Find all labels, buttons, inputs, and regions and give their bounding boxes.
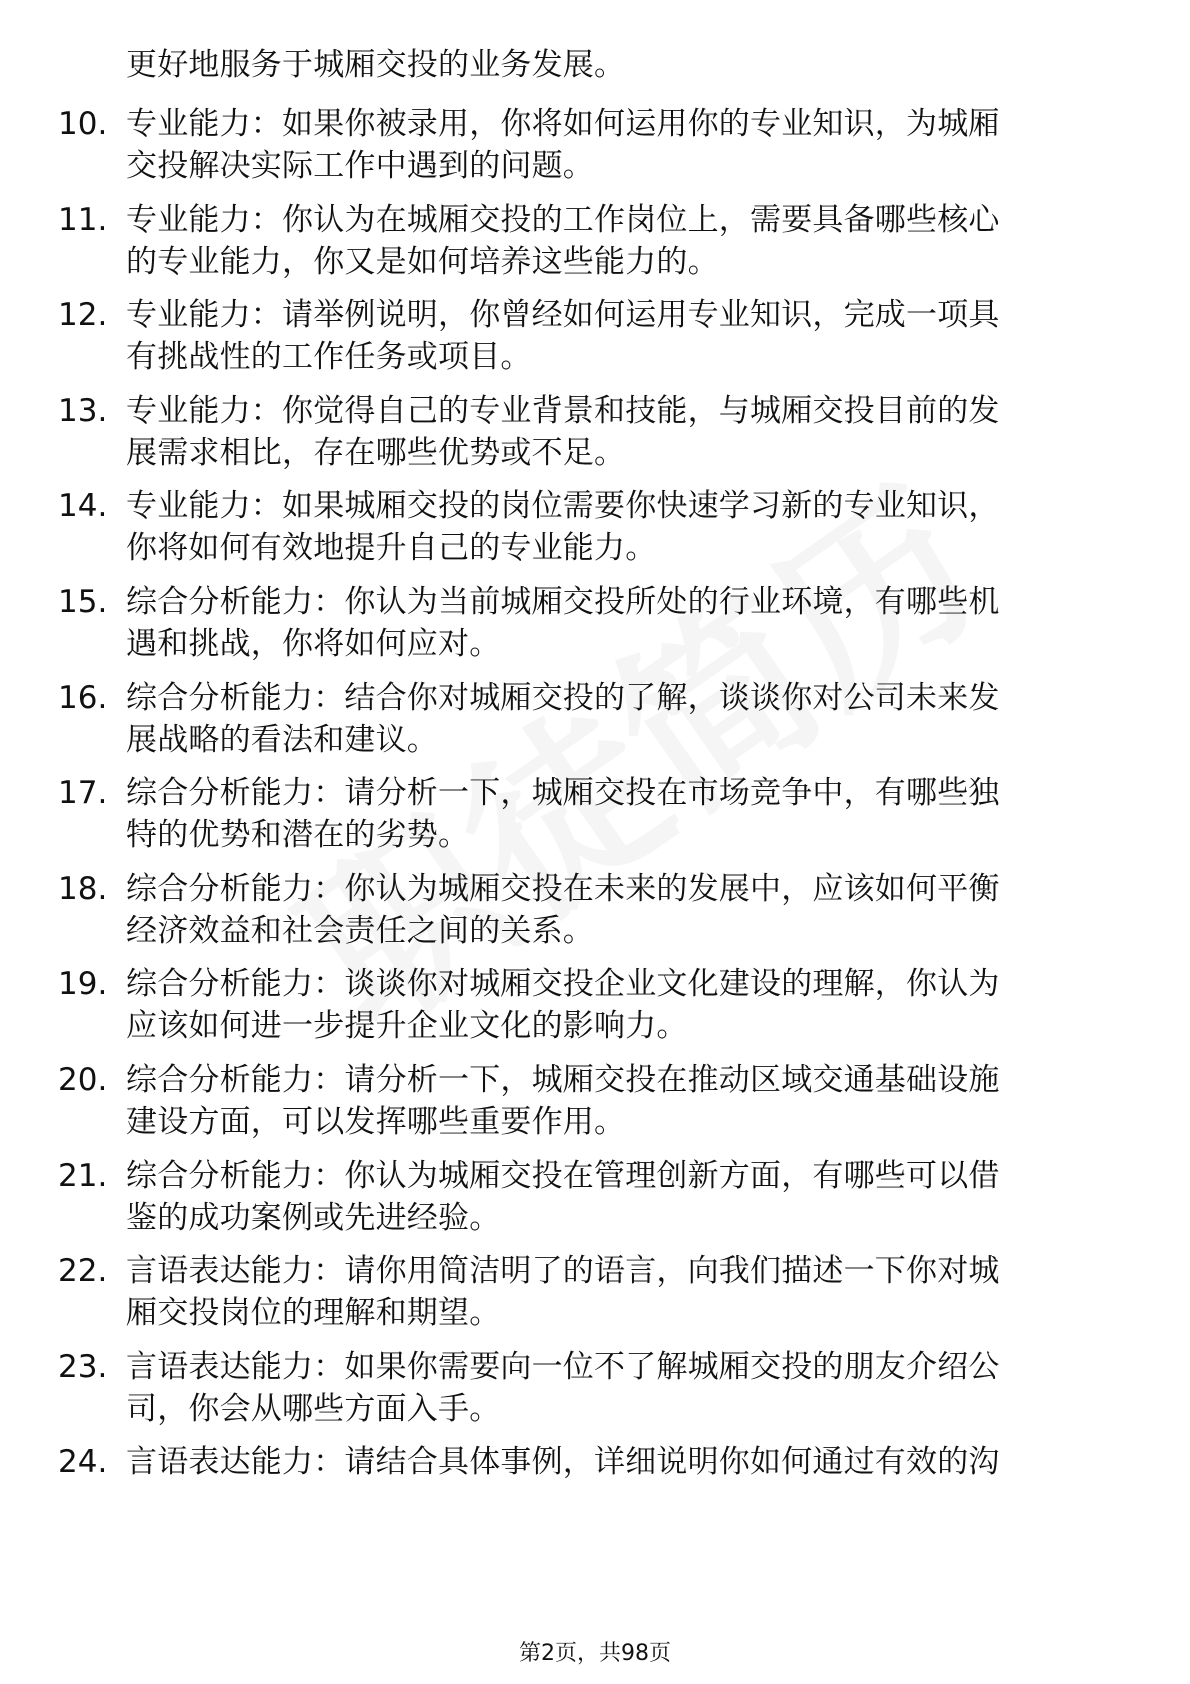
- item-line-1: 综合分析能力：谈谈你对城厢交投企业文化建设的理解，你认为: [126, 966, 1000, 1003]
- item-text: [126, 677, 1116, 761]
- item-line-2: 特的优势和潜在的劣势。: [126, 817, 470, 854]
- item-text: [126, 1441, 1116, 1483]
- item-number: 22.: [58, 1253, 108, 1290]
- item-line-1: 专业能力：如果城厢交投的岗位需要你快速学习新的专业知识，: [126, 488, 1000, 525]
- item-text: [126, 199, 1116, 283]
- item-text: [126, 1059, 1116, 1143]
- item-line-2: 的专业能力，你又是如何培养这些能力的。: [126, 243, 719, 280]
- item-number: 12.: [58, 297, 108, 334]
- item-text: [126, 868, 1116, 952]
- item-line-2: 建设方面，可以发挥哪些重要作用。: [126, 1104, 626, 1140]
- item-line-2: 展战略的看法和建议。: [126, 721, 438, 758]
- page-footer: 第2页，共98页: [519, 1641, 671, 1666]
- item-line-1: 专业能力：你觉得自己的专业背景和技能，与城厢交投目前的发: [126, 392, 1000, 429]
- item-line-1: 综合分析能力：请分析一下，城厢交投在市场竞争中，有哪些独: [126, 775, 1000, 812]
- item-number: 17.: [58, 775, 108, 812]
- item-number: 18.: [58, 870, 108, 907]
- item-text: [126, 485, 1116, 569]
- item-number: 21.: [58, 1157, 108, 1194]
- item-text: [126, 581, 1116, 665]
- item-text: [126, 1346, 1116, 1430]
- item-text: [126, 772, 1116, 856]
- item-line-2: 展需求相比，存在哪些优势或不足。: [126, 434, 626, 471]
- item-line-1: 综合分析能力：你认为城厢交投在未来的发展中，应该如何平衡: [126, 870, 1000, 907]
- item-line-1: 专业能力：请举例说明，你曾经如何运用专业知识，完成一项具: [126, 297, 1000, 334]
- item-number: 20.: [58, 1062, 108, 1098]
- item-text: [126, 390, 1116, 474]
- continued-text: 更好地服务于城厢交投的业务发展。: [126, 47, 626, 83]
- item-line-1: 言语表达能力：请结合具体事例，详细说明你如何通过有效的沟: [126, 1444, 1000, 1481]
- item-number: 14.: [58, 488, 108, 525]
- item-line-2: 遇和挑战，你将如何应对。: [126, 626, 501, 662]
- item-text: [126, 294, 1116, 378]
- item-number: 16.: [58, 679, 108, 716]
- item-number: 10.: [58, 106, 108, 142]
- item-line-2: 经济效益和社会责任之间的关系。: [126, 912, 594, 949]
- item-number: 11.: [58, 201, 108, 238]
- item-line-1: 专业能力：如果你被录用，你将如何运用你的专业知识，为城厢: [126, 106, 1000, 142]
- item-line-2: 厢交投岗位的理解和期望。: [126, 1295, 501, 1332]
- item-line-2: 应该如何进一步提升企业文化的影响力。: [126, 1008, 688, 1045]
- item-line-2: 你将如何有效地提升自己的专业能力。: [126, 530, 657, 567]
- item-line-2: 司，你会从哪些方面入手。: [126, 1390, 501, 1427]
- item-line-1: 专业能力：你认为在城厢交投的工作岗位上，需要具备哪些核心: [126, 201, 1000, 238]
- item-number: 13.: [58, 392, 108, 429]
- item-text: [126, 1250, 1116, 1334]
- item-number: 19.: [58, 966, 108, 1003]
- item-line-1: 综合分析能力：你认为当前城厢交投所处的行业环境，有哪些机: [126, 584, 1000, 620]
- item-line-1: 综合分析能力：你认为城厢交投在管理创新方面，有哪些可以借: [126, 1157, 1000, 1194]
- item-text: [126, 963, 1116, 1047]
- item-line-2: 鉴的成功案例或先进经验。: [126, 1199, 501, 1236]
- item-text: [126, 1155, 1116, 1239]
- item-line-1: 综合分析能力：请分析一下，城厢交投在推动区域交通基础设施: [126, 1062, 1000, 1098]
- item-line-1: 言语表达能力：如果你需要向一位不了解城厢交投的朋友介绍公: [126, 1348, 1000, 1385]
- item-line-1: 综合分析能力：结合你对城厢交投的了解，谈谈你对公司未来发: [126, 679, 1000, 716]
- item-line-2: 交投解决实际工作中遇到的问题。: [126, 148, 594, 184]
- item-text: [126, 103, 1116, 187]
- item-line-1: 言语表达能力：请你用简洁明了的语言，向我们描述一下你对城: [126, 1253, 1000, 1290]
- item-number: 24.: [58, 1444, 108, 1481]
- item-line-2: 有挑战性的工作任务或项目。: [126, 339, 532, 376]
- item-number: 23.: [58, 1348, 108, 1385]
- item-number: 15.: [58, 584, 108, 620]
